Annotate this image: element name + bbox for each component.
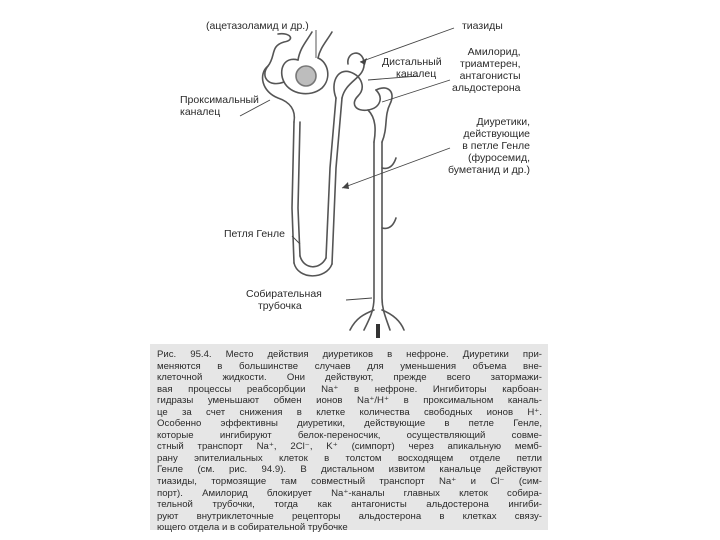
caption-line: Рис. 95.4. Место действия диуретиков в нефроне. Диуретики при- xyxy=(157,349,542,360)
label-loop-of-henle: Петля Генле xyxy=(224,228,285,240)
label-proximal-line-2: каналец xyxy=(180,106,221,118)
label-ps-line-2: триамтерен, xyxy=(460,58,521,70)
caption-line: гидразы уменьшают обмен ионов Na⁺/H⁺ в проксимальном каналь- xyxy=(157,395,542,407)
loop-of-henle xyxy=(294,263,332,276)
figure-caption xyxy=(150,344,548,534)
caption-line: Особенно эффективны диуретики, действующие в петле Генле, xyxy=(157,418,542,430)
label-ps-line-1: Амилорид, xyxy=(467,46,521,58)
label-ps-line-4: альдостерона xyxy=(452,82,521,94)
nephron-figure xyxy=(150,18,560,344)
label-ld-line-5: буметанид и др.) xyxy=(448,164,531,176)
label-cd-line-1: Собирательная xyxy=(246,288,322,300)
caption-line: вая процессы реабсорбции Na⁺ в нефроне. Ингибиторы карбоан- xyxy=(157,383,542,395)
caption-line: Генле (см. рис. 94.9). В дистальном извитом канальце действуют xyxy=(157,464,542,476)
label-collecting-duct xyxy=(246,288,322,312)
label-proximal-line-1: Проксимальный xyxy=(180,94,259,106)
caption-line: ющего отдела и в собирательной трубочке xyxy=(157,522,348,534)
label-ld-line-2: действующие xyxy=(463,128,531,140)
label-carbonic-anhydrase: (ацетазоламид и др.) xyxy=(206,20,309,32)
glomerulus xyxy=(296,66,316,86)
label-ld-line-1: Диуретики, xyxy=(476,116,531,128)
label-thiazides: тиазиды xyxy=(462,20,503,32)
label-ld-line-4: (фуросемид, xyxy=(467,152,531,164)
caption-line: тельной трубочки, тогда как антагонисты альдостерона ингиби- xyxy=(157,499,542,511)
label-distal-line-2: каналец xyxy=(396,68,437,80)
caption-line: клеточной жидкости. Они действуют, прежде всего затормажи- xyxy=(157,372,542,384)
caption-line: стный транспорт Na⁺, 2Cl⁻, K⁺ (симпорт) через апикальную мемб- xyxy=(157,441,542,453)
label-proximal-tubule xyxy=(180,94,259,118)
label-loop-diuretics xyxy=(448,116,530,176)
proximal-tubule xyxy=(265,34,291,84)
caption-line: которые ингибируют белок-переносчик, осуществляющий совме- xyxy=(157,429,542,441)
caption-line: тиазиды, тормозящие там совместный транспорт Na⁺ и Cl⁻ (сим- xyxy=(157,476,542,488)
label-potassium-sparing xyxy=(452,46,521,94)
label-distal-tubule xyxy=(382,56,442,80)
label-ld-line-3: в петле Генле xyxy=(462,140,531,152)
caption-line: руют внутриклеточные рецепторы альдостерона в клетках связу- xyxy=(157,510,542,522)
label-cd-line-2: трубочка xyxy=(258,300,302,312)
descending-limb xyxy=(292,122,294,263)
label-distal-line-1: Дистальный xyxy=(382,56,442,68)
caption-line: це за счет снижения в клетке количества свободных ионов H⁺. xyxy=(157,406,542,418)
caption-line: порт). Амилорид блокирует Na⁺-каналы главных клеток собира- xyxy=(157,487,542,499)
label-ps-line-3: антагонисты xyxy=(459,70,521,82)
caption-line: меняются в большинстве случаев для уменьшения объема вне- xyxy=(157,360,542,372)
caption-line: рану эпителиальных клеток в толстом восходящем отделе петли xyxy=(157,452,542,464)
